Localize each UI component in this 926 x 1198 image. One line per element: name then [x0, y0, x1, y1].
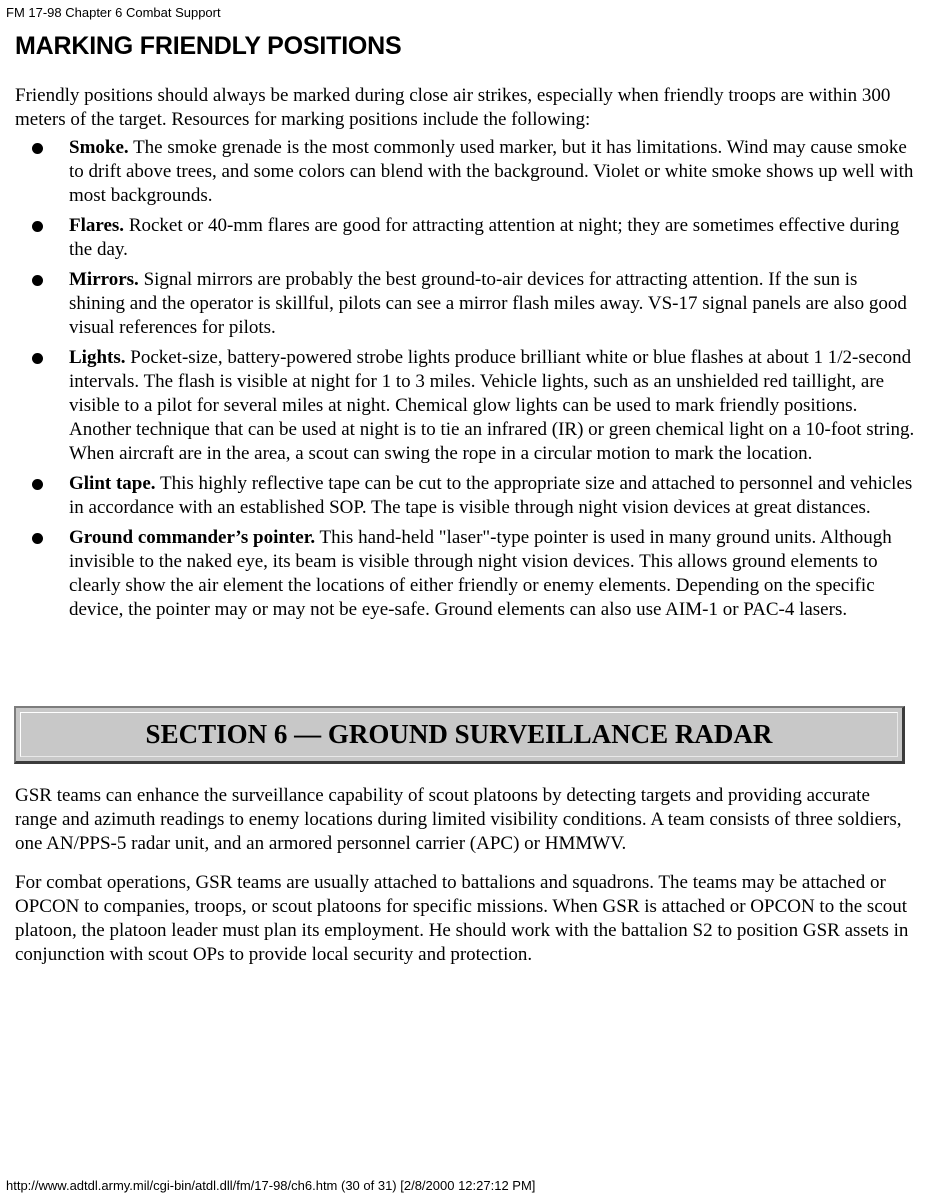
- gsr-paragraph-1: GSR teams can enhance the surveillance capability of scout platoons by detecting targets and providing accurate range and azimuth readings to enemy locations during limited visibility conditions. A team consists of three soldiers, one AN/PPS-5 radar unit, and an armored personnel carrier (APC) or HMMWV.: [15, 785, 902, 854]
- list-item-smoke: [15, 136, 915, 208]
- list-item-title: Lights.: [69, 347, 126, 368]
- list-item-text: The smoke grenade is the most commonly used marker, but it has limitations. Wind may cause smoke to drift above trees, and some colors can blend with the background. Violet or white smoke shows up well with most backgrounds.: [69, 137, 914, 206]
- bullet-icon: [32, 275, 43, 286]
- source-footer: http://www.adtdl.army.mil/cgi-bin/atdl.dll/fm/17-98/ch6.htm (30 of 31) [2/8/2000 12:27:12 PM]: [6, 1178, 536, 1193]
- list-item-title: Mirrors.: [69, 269, 139, 290]
- intro-paragraph: Friendly positions should always be marked during close air strikes, especially when friendly troops are within 300 meters of the target. Resources for marking positions include the following:: [15, 85, 891, 130]
- bullet-icon: [32, 353, 43, 364]
- list-item-mirrors: [15, 268, 915, 340]
- section-title: SECTION 6 — GROUND SURVEILLANCE RADAR: [145, 719, 773, 749]
- page-title: MARKING FRIENDLY POSITIONS: [15, 32, 402, 60]
- bullet-icon: [32, 479, 43, 490]
- marking-section: [15, 84, 915, 628]
- list-item-flares: [15, 214, 915, 262]
- bullet-icon: [32, 533, 43, 544]
- list-item-text: This highly reflective tape can be cut to the appropriate size and attached to personnel and vehicles in accordance with an established SOP. The tape is visible through night vision devices at great distances.: [69, 473, 913, 518]
- gsr-section-body: [15, 784, 910, 982]
- list-item-title: Ground commander’s pointer.: [69, 527, 316, 548]
- list-item-ground-commander-pointer: [15, 526, 915, 622]
- list-item-title: Glint tape.: [69, 473, 156, 494]
- bullet-icon: [32, 143, 43, 154]
- list-item-glint-tape: [15, 472, 915, 520]
- list-item-text: Signal mirrors are probably the best ground-to-air devices for attracting attention. If the sun is shining and the operator is skillful, pilots can see a mirror flash miles away. VS-17 signal panels are also good visual references for pilots.: [69, 269, 907, 338]
- list-item-text: This hand-held "laser"-type pointer is used in many ground units. Although invisible to the naked eye, its beam is visible through night vision devices. This allows ground elements to clearly show the air element the locations of either friendly or enemy elements. Depending on the specific device, the pointer may or may not be eye-safe. Ground elements can also use AIM-1 or PAC-4 lasers.: [69, 527, 892, 620]
- gsr-paragraph-2: For combat operations, GSR teams are usually attached to battalions and squadrons. The teams may be attached or OPCON to companies, troops, or scout platoons for specific missions. When GSR is attached or OPCON to the scout platoon, the platoon leader must plan its employment. He should work with the battalion S2 to position GSR assets in conjunction with scout OPs to provide local security and protection.: [15, 872, 909, 965]
- list-item-text: Rocket or 40-mm flares are good for attracting attention at night; they are sometimes effective during the day.: [69, 215, 900, 260]
- section-banner: [14, 706, 905, 764]
- marking-resources-list: [15, 136, 915, 622]
- running-header: FM 17-98 Chapter 6 Combat Support: [6, 5, 221, 20]
- list-item-lights: [15, 346, 915, 466]
- list-item-text: Pocket-size, battery-powered strobe lights produce brilliant white or blue flashes at about 1 1/2-second intervals. The flash is visible at night for 1 to 3 miles. Vehicle lights, such as an unshielded red taillight, are visible to a pilot for several miles at night. Chemical glow lights can be used to mark friendly positions. Another technique that can be used at night is to tie an infrared (IR) or green chemical light on a 10-foot string. When aircraft are in the area, a scout can swing the rope in a circular motion to mark the location.: [69, 347, 915, 464]
- list-item-title: Flares.: [69, 215, 125, 236]
- bullet-icon: [32, 221, 43, 232]
- list-item-title: Smoke.: [69, 137, 129, 158]
